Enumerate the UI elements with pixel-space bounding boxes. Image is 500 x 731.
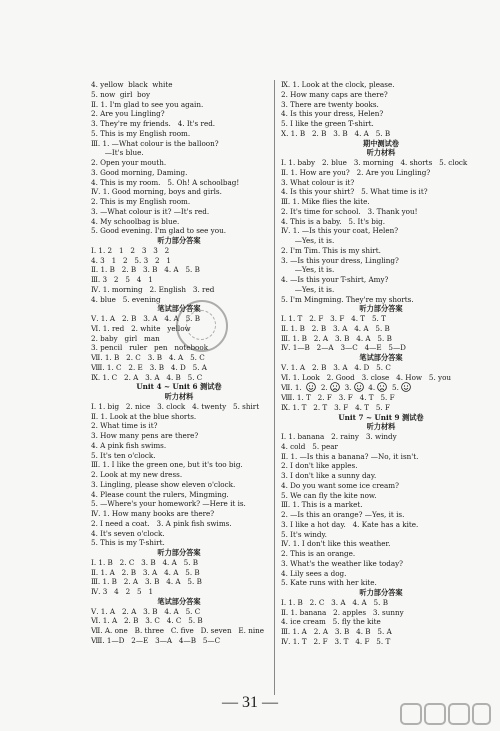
line-text: 2. baby girl man bbox=[91, 333, 160, 343]
answer-line bbox=[91, 148, 267, 158]
line-text: —Yes, it is. bbox=[281, 265, 335, 275]
section-heading bbox=[281, 588, 481, 598]
line-text: 3. What colour is it? bbox=[281, 177, 355, 187]
answer-line bbox=[281, 334, 481, 344]
line-text: 5. I like the green T-shirt. bbox=[281, 119, 374, 128]
line-text: 笔试部分答案 bbox=[157, 596, 201, 606]
answer-line bbox=[281, 246, 481, 256]
line-text: 4. This is a baby. 5. It's big. bbox=[281, 216, 386, 226]
line-text: Ⅰ. 1. 2 1 2 3 3 2 bbox=[91, 245, 170, 255]
line-text: 期中测试卷 bbox=[363, 138, 399, 148]
answer-line bbox=[281, 324, 481, 334]
answer-line bbox=[281, 393, 481, 403]
answer-line bbox=[281, 520, 481, 530]
line-text: 2. Look at my new dress. bbox=[91, 470, 183, 479]
answer-line bbox=[281, 236, 481, 246]
answer-line bbox=[281, 539, 481, 549]
line-text: Ⅲ. 1. A 2. A 3. B 4. B 5. A bbox=[281, 627, 392, 636]
line-text: 5. This is my English room. bbox=[91, 128, 191, 138]
line-text: 4. blue 5. evening bbox=[91, 294, 161, 304]
answer-line bbox=[91, 587, 267, 597]
line-text: 2. It's time for school. 3. Thank you! bbox=[281, 206, 418, 216]
line-text: 4. Is this your shirt? 5. What time is it? bbox=[281, 187, 428, 197]
line-text: 4. Lily sees a dog. bbox=[281, 568, 347, 578]
happy-face-icon bbox=[354, 382, 364, 392]
answer-line bbox=[281, 197, 481, 207]
line-text: 听力材料 bbox=[366, 422, 396, 432]
answer-line bbox=[281, 226, 481, 236]
answer-line bbox=[91, 100, 267, 110]
section-heading bbox=[91, 236, 267, 246]
line-text: 2. What time is it? bbox=[91, 421, 158, 431]
line-text: 5. Kate runs with her kite. bbox=[281, 578, 377, 588]
line-text: 3. I don't like a sunny day. bbox=[281, 471, 377, 480]
answer-line bbox=[91, 90, 267, 100]
answer-line bbox=[281, 403, 481, 413]
line-text: Ⅲ. 1. —What colour is the balloon? bbox=[91, 138, 219, 148]
line-text: 3. Lingling, please show eleven o'clock. bbox=[91, 479, 236, 489]
answer-line bbox=[281, 530, 481, 540]
line-text: 4. 3 1 2 5. 3 2 1 bbox=[91, 255, 171, 265]
answer-line bbox=[91, 207, 267, 217]
line-text: Ⅳ. 1. How many books are there? bbox=[91, 509, 215, 518]
line-text: 听力部分答案 bbox=[157, 236, 201, 245]
answer-line bbox=[281, 265, 481, 275]
answer-line bbox=[281, 500, 481, 510]
line-text: Ⅳ. 1. Good morning, boys and girls. bbox=[91, 187, 222, 197]
line-text: Unit 7 ~ Unit 9 测试卷 bbox=[338, 412, 424, 422]
answer-line bbox=[281, 617, 481, 627]
page-number: — 31 — bbox=[222, 694, 278, 711]
line-text: —Yes, it is. bbox=[281, 236, 335, 245]
line-text: Ⅴ. 1. A 2. B 3. A 4. D 5. C bbox=[281, 362, 391, 372]
line-text: 听力材料 bbox=[366, 148, 396, 158]
line-text: 2. I'm Tim. This is my shirt. bbox=[281, 245, 381, 255]
answer-line bbox=[91, 158, 267, 168]
line-text: Ⅵ. 1. A 2. B 3. C 4. C 5. B bbox=[91, 616, 203, 626]
line-text: Ⅴ. 1. A 2. A 3. B 4. A 5. C bbox=[91, 606, 201, 616]
line-text: Ⅳ. 1. T 2. F 3. T 4. F 5. T bbox=[281, 636, 391, 646]
line-text: Ⅸ. 1. T 2. T 3. F 4. T 5. F bbox=[281, 402, 390, 412]
answer-line bbox=[91, 441, 267, 451]
line-text: Ⅱ. 1. B 2. B 3. A 4. A 5. B bbox=[281, 323, 390, 333]
line-text: Ⅸ. 1. Look at the clock, please. bbox=[281, 80, 395, 89]
line-text: Ⅳ. 1—B 2—A 3—C 4—E 5—D bbox=[281, 343, 406, 353]
line-text: 3. There are twenty books. bbox=[281, 99, 379, 109]
line-text: 5. Good evening. I'm glad to see you. bbox=[91, 226, 226, 236]
answer-line bbox=[91, 470, 267, 480]
line-text: 听力部分答案 bbox=[157, 548, 201, 557]
line-text: 5. It's windy. bbox=[281, 529, 327, 539]
line-text: 2. I don't like apples. bbox=[281, 461, 358, 471]
line-text: 4. Please count the rulers, Mingming. bbox=[91, 489, 229, 499]
line-text: 5. now girl boy bbox=[91, 89, 151, 99]
line-text: 3. —Is this your dress, Lingling? bbox=[281, 255, 399, 265]
answer-line bbox=[281, 343, 481, 353]
answer-line bbox=[91, 616, 267, 626]
line-text: Ⅱ. 1. Look at the blue shorts. bbox=[91, 411, 197, 421]
line-text: 4. A pink fish swims. bbox=[91, 440, 167, 450]
line-text: Ⅱ. 1. I'm glad to see you again. bbox=[91, 99, 204, 109]
line-text: 5. I'm Mingming. They're my shorts. bbox=[281, 294, 414, 304]
section-heading bbox=[281, 148, 481, 158]
answer-line bbox=[91, 168, 267, 178]
answer-line bbox=[91, 558, 267, 568]
answer-line bbox=[91, 402, 267, 412]
line-text: 4. ice cream 5. fly the kite bbox=[281, 617, 381, 627]
watermark-logo bbox=[400, 701, 492, 727]
line-text: Ⅲ. 1. B 2. A 3. B 4. A 5. B bbox=[281, 333, 392, 343]
answer-line bbox=[91, 217, 267, 227]
line-text: Ⅵ. 1. red 2. white yellow bbox=[91, 323, 191, 333]
answer-line bbox=[281, 256, 481, 266]
line-text: 3. —What colour is it? —It's red. bbox=[91, 206, 210, 216]
answer-line bbox=[281, 442, 481, 452]
answer-line bbox=[281, 168, 481, 178]
answer-line bbox=[281, 471, 481, 481]
answer-line bbox=[91, 431, 267, 441]
line-text: 笔试部分答案 bbox=[157, 304, 201, 314]
answer-line bbox=[281, 432, 481, 442]
answer-line bbox=[91, 626, 267, 636]
line-text: 2. I need a coat. 3. A pink fish swims. bbox=[91, 518, 232, 528]
answer-line bbox=[91, 577, 267, 587]
answer-line bbox=[91, 109, 267, 119]
answer-line bbox=[281, 187, 481, 197]
line-text: Ⅳ. 1. morning 2. English 3. red bbox=[91, 284, 215, 294]
line-text: Ⅰ. 1. banana 2. rainy 3. windy bbox=[281, 432, 397, 441]
answer-line bbox=[281, 461, 481, 471]
line-text: Ⅰ. 1. big 2. nice 3. clock 4. twenty 5. shirt bbox=[91, 401, 260, 411]
answer-line bbox=[91, 226, 267, 236]
answer-line bbox=[91, 197, 267, 207]
right-column bbox=[281, 80, 481, 647]
line-text: 5. It's ten o'clock. bbox=[91, 450, 156, 460]
answer-line bbox=[91, 275, 267, 285]
answer-line bbox=[91, 265, 267, 275]
line-text: Ⅳ. 1. I don't like this weather. bbox=[281, 539, 391, 549]
line-text: 3. What's the weather like today? bbox=[281, 558, 404, 568]
line-text: 5. We can fly the kite now. bbox=[281, 490, 377, 500]
answer-line bbox=[91, 343, 267, 353]
line-text: Ⅱ. 1. banana 2. apples 3. sunny bbox=[281, 607, 404, 617]
sad-face-icon bbox=[330, 382, 340, 392]
answer-line bbox=[281, 549, 481, 559]
line-text: 2. How many caps are there? bbox=[281, 89, 388, 99]
answer-line bbox=[91, 490, 267, 500]
line-text: 3. They're my friends. 4. It's red. bbox=[91, 119, 216, 128]
line-text: Ⅶ. 1. B 2. C 3. B 4. A 5. C bbox=[91, 353, 205, 362]
line-text: 4. —Is this your T-shirt, Amy? bbox=[281, 275, 389, 284]
answer-line bbox=[281, 627, 481, 637]
answer-line bbox=[91, 363, 267, 373]
answer-line bbox=[91, 412, 267, 422]
answer-line bbox=[281, 373, 481, 383]
answer-line bbox=[91, 353, 267, 363]
answer-line bbox=[91, 178, 267, 188]
line-text: 2. —Is this an orange? —Yes, it is. bbox=[281, 510, 405, 519]
answer-line bbox=[281, 178, 481, 188]
line-text: 2. Open your mouth. bbox=[91, 158, 167, 167]
answer-line bbox=[91, 129, 267, 139]
section-heading bbox=[91, 597, 267, 607]
line-text: 听力材料 bbox=[164, 392, 194, 401]
answer-line bbox=[281, 217, 481, 227]
answer-line bbox=[91, 119, 267, 129]
section-heading bbox=[281, 413, 481, 423]
answer-line bbox=[91, 187, 267, 197]
line-text: 3. pencil ruler pen notebook bbox=[91, 343, 209, 353]
answer-line bbox=[281, 285, 481, 295]
answer-line bbox=[91, 607, 267, 617]
line-text: Ⅸ. 1. C 2. A 3. A 4. B 5. C bbox=[91, 372, 203, 382]
answer-line bbox=[91, 568, 267, 578]
answer-line bbox=[91, 509, 267, 519]
column-divider bbox=[274, 80, 275, 695]
line-text: Ⅲ. 1. Mike flies the kite. bbox=[281, 197, 370, 206]
line-text: 3. Good morning, Daming. bbox=[91, 167, 188, 177]
line-text: 4. yellow black white bbox=[91, 80, 173, 89]
answer-line bbox=[91, 451, 267, 461]
answer-line bbox=[281, 80, 481, 90]
answer-line bbox=[91, 480, 267, 490]
line-text: —It's blue. bbox=[91, 148, 144, 158]
line-text: 4. It's seven o'clock. bbox=[91, 528, 165, 538]
line-text: Ⅳ. 3 4 2 5 1 bbox=[91, 587, 154, 596]
stamp-seal bbox=[176, 300, 228, 352]
answer-line: Ⅶ. 1. 2. 3. 4. 5. bbox=[281, 382, 481, 393]
line-text: Ⅱ. 1. How are you? 2. Are you Lingling? bbox=[281, 167, 431, 177]
section-heading bbox=[91, 392, 267, 402]
line-text: Ⅱ. 1. B 2. B 3. B 4. A 5. B bbox=[91, 265, 200, 275]
line-text: Ⅵ. 1. Look 2. Good 3. close 4. How 5. you bbox=[281, 372, 452, 382]
section-heading bbox=[281, 139, 481, 149]
answer-line bbox=[281, 90, 481, 100]
line-text: Ⅲ. 1. This is a market. bbox=[281, 500, 363, 510]
line-text: Ⅶ. A. one B. three C. five D. seven E. nine bbox=[91, 626, 265, 635]
answer-line bbox=[281, 569, 481, 579]
line-text: 3. How many pens are there? bbox=[91, 431, 199, 440]
line-text: Ⅲ. 3 2 5 4 1 bbox=[91, 275, 153, 284]
answer-line bbox=[281, 129, 481, 139]
answer-line bbox=[281, 559, 481, 569]
line-text: —Yes, it is. bbox=[281, 284, 335, 294]
answer-line bbox=[91, 256, 267, 266]
answer-line bbox=[281, 295, 481, 305]
sad-face-icon bbox=[377, 382, 387, 392]
answer-line bbox=[281, 100, 481, 110]
line-text: Ⅰ. 1. B 2. C 3. A 4. A 5. B bbox=[281, 597, 388, 607]
line-text: 5. This is my T-shirt. bbox=[91, 538, 165, 548]
line-text: Ⅰ. 1. baby 2. blue 3. morning 4. shorts 5. clock bbox=[281, 158, 468, 167]
answer-line bbox=[91, 295, 267, 305]
happy-face-icon bbox=[306, 382, 316, 392]
line-text: 5. —Where's your homework? —Here it is. bbox=[91, 499, 246, 509]
line-text: 2. Are you Lingling? bbox=[91, 109, 165, 119]
line-text: Ⅴ. 1. A 2. B 3. A 4. A 5. B bbox=[91, 314, 201, 323]
line-text: 听力部分答案 bbox=[359, 304, 403, 314]
line-text: 4. cold 5. pear bbox=[281, 441, 338, 451]
line-text: Ⅷ. 1. C 2. E 3. B 4. D 5. A bbox=[91, 362, 208, 372]
line-text: 4. Do you want some ice cream? bbox=[281, 480, 399, 490]
answer-line bbox=[281, 109, 481, 119]
answer-line bbox=[91, 499, 267, 509]
answer-line bbox=[281, 598, 481, 608]
answer-line bbox=[281, 491, 481, 501]
section-heading bbox=[91, 382, 267, 392]
section-heading bbox=[281, 353, 481, 363]
left-column bbox=[91, 80, 267, 646]
answer-line bbox=[281, 314, 481, 324]
answer-line bbox=[91, 139, 267, 149]
line-text: 听力部分答案 bbox=[359, 588, 403, 597]
answer-line bbox=[281, 608, 481, 618]
line-text: 4. Is this your dress, Helen? bbox=[281, 109, 384, 119]
answer-line bbox=[281, 363, 481, 373]
line-text: Ⅹ. 1. B 2. B 3. B 4. A 5. B bbox=[281, 128, 391, 138]
answer-line bbox=[281, 637, 481, 647]
line-text: 2. This is an orange. bbox=[281, 549, 356, 558]
line-text: Unit 4 ~ Unit 6 测试卷 bbox=[136, 382, 222, 392]
answer-line bbox=[91, 421, 267, 431]
answer-line bbox=[91, 80, 267, 90]
line-text: Ⅲ. 1. I like the green one, but it's too big. bbox=[91, 460, 243, 470]
answer-line bbox=[91, 285, 267, 295]
answer-line bbox=[91, 636, 267, 646]
line-text: Ⅰ. 1. T 2. F 3. F 4. T 5. T bbox=[281, 314, 386, 323]
happy-face-icon bbox=[401, 382, 411, 392]
line-text: Ⅳ. 1. —Is this your coat, Helen? bbox=[281, 226, 399, 236]
line-text: Ⅱ. 1. A 2. B 3. A 4. A 5. B bbox=[91, 567, 200, 577]
line-text: Ⅱ. 1. —Is this a banana? —No, it isn't. bbox=[281, 451, 419, 461]
line-text: Ⅶ. 1. bbox=[281, 383, 302, 393]
section-heading bbox=[281, 304, 481, 314]
answer-line bbox=[281, 510, 481, 520]
answer-line bbox=[281, 275, 481, 285]
answer-line bbox=[91, 373, 267, 383]
answer-line bbox=[91, 529, 267, 539]
line-text: Ⅷ. 1. T 2. F 3. F 4. T 5. F bbox=[281, 393, 395, 402]
answer-line bbox=[91, 460, 267, 470]
line-text: Ⅰ. 1. B 2. C 3. B 4. A 5. B bbox=[91, 557, 199, 567]
line-text: 3. I like a hot day. 4. Kate has a kite. bbox=[281, 519, 419, 529]
line-text: 2. This is my English room. bbox=[91, 197, 191, 206]
answer-line bbox=[281, 481, 481, 491]
line-text: 4. My schoolbag is blue. bbox=[91, 216, 180, 226]
answer-line bbox=[281, 207, 481, 217]
answer-line bbox=[281, 158, 481, 168]
line-text: 4. This is my room. 5. Oh! A schoolbag! bbox=[91, 177, 240, 187]
line-text: Ⅷ. 1—D 2—E 3—A 4—B 5—C bbox=[91, 635, 221, 645]
section-heading bbox=[91, 548, 267, 558]
answer-line bbox=[281, 452, 481, 462]
answer-line bbox=[91, 519, 267, 529]
answer-line bbox=[91, 246, 267, 256]
answer-line bbox=[281, 119, 481, 129]
line-text: Ⅲ. 1. B 2. A 3. B 4. A 5. B bbox=[91, 577, 202, 587]
line-text: 笔试部分答案 bbox=[359, 353, 403, 362]
answer-line bbox=[91, 538, 267, 548]
section-heading bbox=[281, 422, 481, 432]
answer-line bbox=[281, 578, 481, 588]
